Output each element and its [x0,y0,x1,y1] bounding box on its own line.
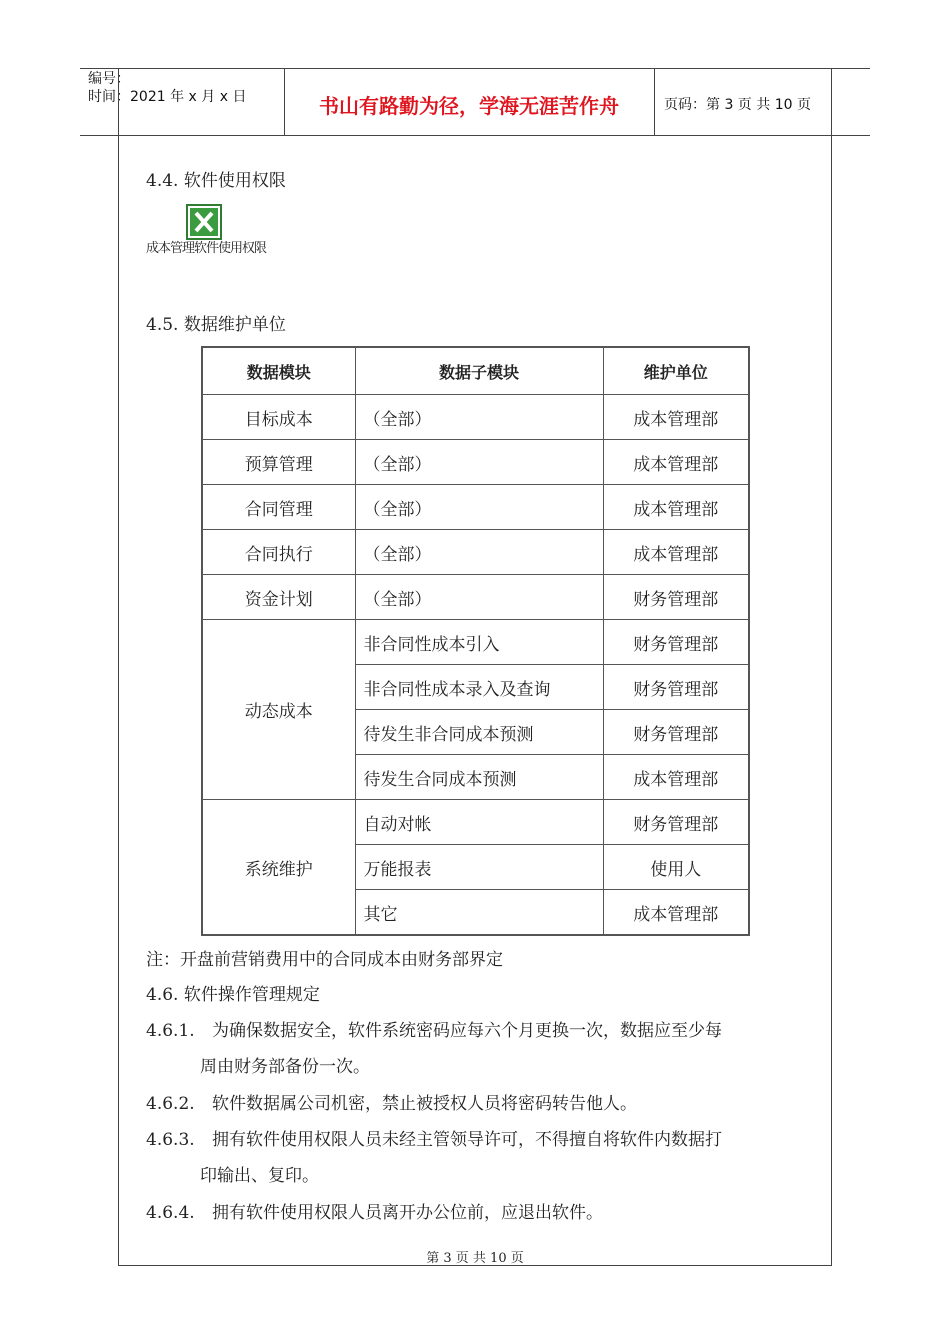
page-footer: 第 3 页 共 10 页 [426,1251,524,1266]
module-cell: 目标成本 [202,395,355,440]
rule-number: 4.6.4. [146,1203,195,1223]
unit-cell: 成本管理部 [603,890,749,936]
unit-cell: 成本管理部 [603,755,749,800]
unit-cell: 财务管理部 [603,800,749,845]
rule-text: 为确保数据安全，软件系统密码应每六个月更换一次，数据应至少每 [212,1021,722,1041]
table-header-row [202,347,749,395]
module-cell: 系统维护 [202,800,355,936]
submodule-cell: （全部） [355,575,603,620]
header-motto: 书山有路勤为径，学海无涯苦作舟 [319,94,619,118]
table-row [202,575,749,620]
submodule-cell: （全部） [355,485,603,530]
table-row [202,620,749,665]
rule-number: 4.6.1. [146,1021,195,1041]
submodule-cell: （全部） [355,530,603,575]
submodule-cell: 非合同性成本录入及查询 [355,665,603,710]
module-cell: 动态成本 [202,620,355,800]
excel-icon[interactable] [186,204,222,240]
unit-cell: 财务管理部 [603,620,749,665]
submodule-cell: 非合同性成本引入 [355,620,603,665]
document-number-label: 编号： [88,71,130,87]
section-title-4-5: 4.5. 数据维护单位 [146,315,286,335]
submodule-cell: 待发生合同成本预测 [355,755,603,800]
module-cell: 合同执行 [202,530,355,575]
rule-text: 周由财务部备份一次。 [200,1057,370,1077]
column-header: 数据子模块 [355,347,603,395]
attachment-caption[interactable]: 成本管理软件使用权限 [146,241,267,256]
table-row [202,485,749,530]
table-note: 注：开盘前营销费用中的合同成本由财务部界定 [146,950,503,970]
column-header: 维护单位 [603,347,749,395]
rule-number: 4.6.3. [146,1130,195,1150]
submodule-cell: （全部） [355,395,603,440]
unit-cell: 成本管理部 [603,440,749,485]
rule-text: 软件数据属公司机密，禁止被授权人员将密码转告他人。 [212,1094,637,1114]
section-title-4-6: 4.6. 软件操作管理规定 [146,985,320,1005]
module-cell: 预算管理 [202,440,355,485]
unit-cell: 使用人 [603,845,749,890]
table-row [202,800,749,845]
maintenance-table [201,346,750,936]
module-cell: 资金计划 [202,575,355,620]
section-title-4-4: 4.4. 软件使用权限 [146,171,286,191]
rule-number: 4.6.2. [146,1094,195,1114]
rule-text: 印输出、复印。 [200,1166,319,1186]
table-row [202,440,749,485]
unit-cell: 成本管理部 [603,395,749,440]
rule-text: 拥有软件使用权限人员未经主管领导许可，不得擅自将软件内数据打 [212,1130,722,1150]
table-row [202,530,749,575]
table-row [202,395,749,440]
rule-text: 拥有软件使用权限人员离开办公位前，应退出软件。 [212,1203,603,1223]
header-page-info: 页码：第 3 页 共 10 页 [664,97,811,113]
submodule-cell: 其它 [355,890,603,936]
submodule-cell: 待发生非合同成本预测 [355,710,603,755]
unit-cell: 财务管理部 [603,710,749,755]
submodule-cell: 自动对帐 [355,800,603,845]
unit-cell: 财务管理部 [603,575,749,620]
column-header: 数据模块 [202,347,355,395]
unit-cell: 成本管理部 [603,530,749,575]
unit-cell: 成本管理部 [603,485,749,530]
document-date: 时间：2021 年 x 月 x 日 [88,89,247,105]
unit-cell: 财务管理部 [603,665,749,710]
submodule-cell: 万能报表 [355,845,603,890]
submodule-cell: （全部） [355,440,603,485]
module-cell: 合同管理 [202,485,355,530]
